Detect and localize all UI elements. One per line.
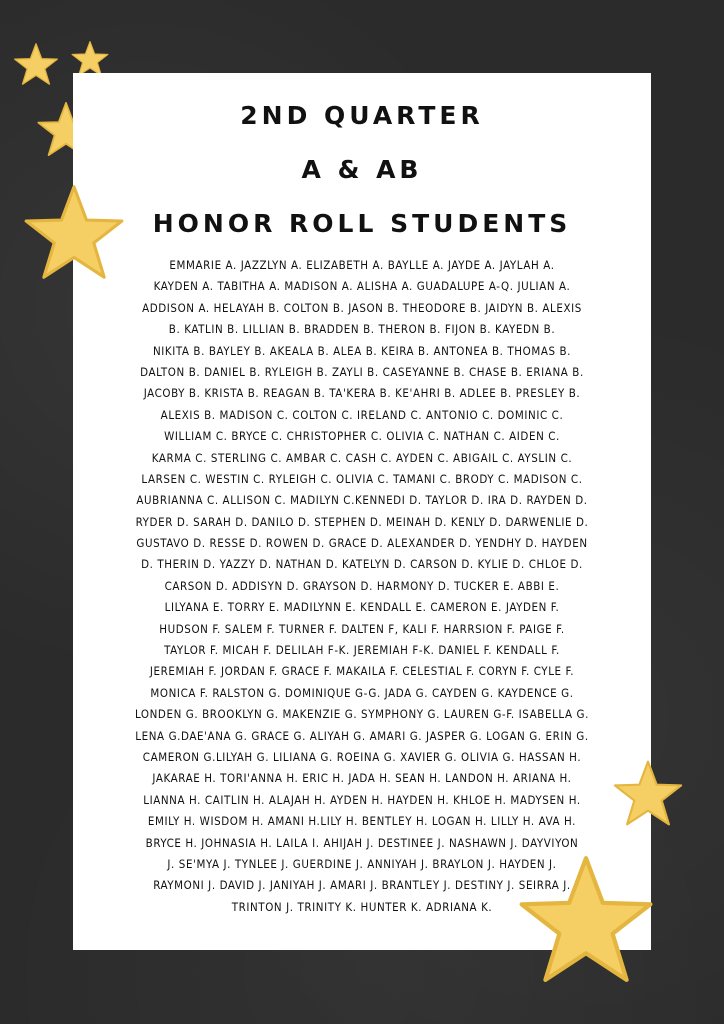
names-row: ADDISON A. HELAYAH B. COLTON B. JASON B. THEODORE B. JAIDYN B. ALEXIS (142, 300, 582, 315)
names-row: JEREMIAH F. JORDAN F. GRACE F. MAKAILA F. CELESTIAL F. CORYN F. CYLE F. (149, 664, 575, 679)
names-row: LILYANA E. TORRY E. MADILYNN E. KENDALL E. CAMERON E. JAYDEN F. (164, 600, 560, 615)
names-row: TAYLOR F. MICAH F. DELILAH F-K. JEREMIAH F-K. DANIEL F. KENDALL F. (164, 643, 560, 658)
names-row: KARMA C. STERLING C. AMBAR C. CASH C. AYDEN C. ABIGAIL C. AYSLIN C. (151, 450, 573, 465)
star-icon-top-left-2 (70, 40, 110, 77)
star-icon-left-large (22, 182, 126, 282)
star-icon-right-small (612, 758, 684, 828)
title-honor-roll: HONOR ROLL STUDENTS (152, 209, 572, 238)
honor-roll-paper (73, 73, 651, 950)
names-row: WILLIAM C. BRYCE C. CHRISTOPHER C. OLIVIA C. NATHAN C. AIDEN C. (164, 429, 560, 444)
names-row: HUDSON F. SALEM F. TURNER F. DALTEN F, KALI F. HARRSION F. PAIGE F. (159, 621, 565, 636)
names-row: BRYCE H. JOHNASIA H. LAILA I. AHIJAH J. DESTINEE J. NASHAWN J. DAYVIYON (145, 835, 579, 850)
names-row: MONICA F. RALSTON G. DOMINIQUE G-G. JADA G. CAYDEN G. KAYDENCE G. (150, 685, 574, 700)
names-row: B. KATLIN B. LILLIAN B. BRADDEN B. THERON B. FIJON B. KAYEDN B. (168, 322, 556, 337)
title-quarter: 2ND QUARTER (240, 101, 484, 130)
names-row: AUBRIANNA C. ALLISON C. MADILYN C.KENNEDI D. TAYLOR D. IRA D. RAYDEN D. (136, 493, 588, 508)
names-row: KAYDEN A. TABITHA A. MADISON A. ALISHA A. GUADALUPE A-Q. JULIAN A. (153, 279, 571, 294)
names-row: RYDER D. SARAH D. DANILO D. STEPHEN D. MEINAH D. KENLY D. DARWENLIE D. (135, 514, 589, 529)
names-row: TRINTON J. TRINITY K. HUNTER K. ADRIANA K. (231, 899, 493, 914)
star-icon-top-left-1 (12, 42, 60, 86)
heading (73, 89, 651, 251)
names-row: J. SE'MYA J. TYNLEE J. GUERDINE J. ANNIYAH J. BRAYLON J. HAYDEN J. (167, 856, 557, 871)
names-row: EMILY H. WISDOM H. AMANI H.LILY H. BENTLEY H. LOGAN H. LILLY H. AVA H. (147, 814, 577, 829)
names-row: GUSTAVO D. RESSE D. ROWEN D. GRACE D. ALEXANDER D. YENDHY D. HAYDEN (136, 536, 588, 551)
names-row: CAMERON G.LILYAH G. LILIANA G. ROEINA G. XAVIER G. OLIVIA G. HASSAN H. (142, 749, 582, 764)
star-icon-bottom-right-large (516, 852, 656, 986)
title-grades: A & AB (301, 155, 423, 184)
names-row: LIANNA H. CAITLIN H. ALAJAH H. AYDEN H. HAYDEN H. KHLOE H. MADYSEN H. (143, 792, 581, 807)
names-row: JAKARAE H. TORI'ANNA H. ERIC H. JADA H. SEAN H. LANDON H. ARIANA H. (152, 771, 572, 786)
names-row: JACOBY B. KRISTA B. REAGAN B. TA'KERA B. KE'AHRI B. ADLEE B. PRESLEY B. (143, 386, 581, 401)
names-row: ALEXIS B. MADISON C. COLTON C. IRELAND C. ANTONIO C. DOMINIC C. (160, 407, 564, 422)
names-row: RAYMONI J. DAVID J. JANIYAH J. AMARI J. BRANTLEY J. DESTINY J. SEIRRA J. (153, 878, 571, 893)
names-row: LENA G.DAE'ANA G. GRACE G. ALIYAH G. AMARI G. JASPER G. LOGAN G. ERIN G. (135, 728, 589, 743)
names-row: D. THERIN D. YAZZY D. NATHAN D. KATELYN D. CARSON D. KYLIE D. CHLOE D. (141, 557, 583, 572)
student-names-list (73, 255, 651, 918)
names-row: NIKITA B. BAYLEY B. AKEALA B. ALEA B. KEIRA B. ANTONEA B. THOMAS B. (152, 343, 572, 358)
names-row: DALTON B. DANIEL B. RYLEIGH B. ZAYLI B. CASEYANNE B. CHASE B. ERIANA B. (140, 364, 584, 379)
names-row: LONDEN G. BROOKLYN G. MAKENZIE G. SYMPHONY G. LAUREN G-F. ISABELLA G. (134, 707, 590, 722)
names-row: LARSEN C. WESTIN C. RYLEIGH C. OLIVIA C. TAMANI C. BRODY C. MADISON C. (141, 471, 583, 486)
names-row: EMMARIE A. JAZZLYN A. ELIZABETH A. BAYLLE A. JAYDE A. JAYLAH A. (169, 258, 555, 272)
names-row: CARSON D. ADDISYN D. GRAYSON D. HARMONY D. TUCKER E. ABBI E. (164, 578, 560, 593)
